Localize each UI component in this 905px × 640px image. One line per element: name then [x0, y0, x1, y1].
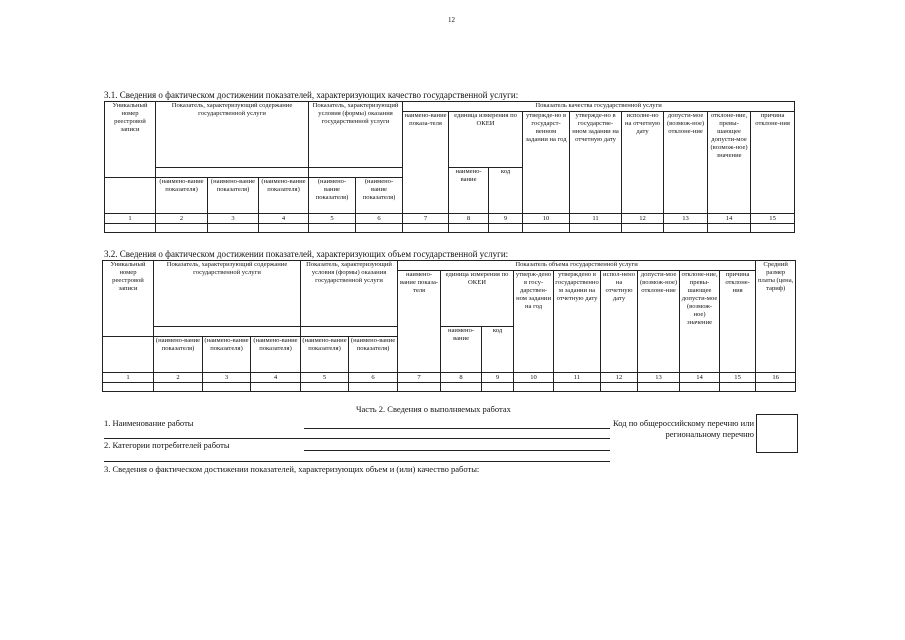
- h-unit-okei: единица измерения по ОКЕИ: [449, 112, 523, 168]
- h-sub-name: (наимено-вание показателя): [208, 178, 259, 214]
- data-cell[interactable]: [441, 383, 482, 392]
- col-number: 12: [601, 373, 638, 383]
- col-number: 2: [156, 214, 208, 224]
- quality-indicators-table: [104, 101, 795, 233]
- data-cell[interactable]: [751, 224, 795, 233]
- data-cell[interactable]: [154, 383, 203, 392]
- data-cell[interactable]: [156, 224, 208, 233]
- h-content-indicator: Показатель, характеризующий содержание государственной услуги: [154, 261, 301, 327]
- data-cell[interactable]: [105, 224, 156, 233]
- data-cell[interactable]: [514, 383, 554, 392]
- col-number: 10: [523, 214, 570, 224]
- h-unit-name: наимено-вание: [449, 168, 489, 214]
- h-unique-gap: [105, 178, 156, 214]
- data-cell[interactable]: [349, 383, 398, 392]
- h-deviation-reason: причина отклоне-ния: [751, 112, 795, 214]
- h-condition-indicator: Показатель, характеризующий условия (формы) оказания государственной услуги: [301, 261, 398, 327]
- col-number: 2: [154, 373, 203, 383]
- h-sub-name: (наимено-вание показателя): [301, 337, 349, 373]
- h-unit-okei: единица измерения по ОКЕИ: [441, 271, 514, 327]
- col-number: 1: [105, 214, 156, 224]
- h-sub-name: (наимено-вание показателя): [356, 178, 403, 214]
- h-approved-year: утвержде-но в государст-венном задании на год: [523, 112, 570, 214]
- h-unique-gap: [103, 337, 154, 373]
- data-cell[interactable]: [756, 383, 796, 392]
- volume-indicators-table: [102, 260, 796, 392]
- data-cell[interactable]: [489, 224, 523, 233]
- h-deviation-reason: причина отклоне-ния: [720, 271, 756, 373]
- col-number: 1: [103, 373, 154, 383]
- h-executed: исполне-но на отчетную дату: [622, 112, 664, 214]
- h-approved-date: утверждено в государственном задании на отчетную дату: [554, 271, 601, 373]
- h-cond-gap: [301, 327, 398, 337]
- h-unit-name: наимено-вание: [441, 327, 482, 373]
- h-unit-code: код: [489, 168, 523, 214]
- col-number: 14: [680, 373, 720, 383]
- h-approved-date: утвержде-но в государстве-нном задании на отчетную дату: [570, 112, 622, 214]
- col-number: 13: [638, 373, 680, 383]
- h-sub-name: (наимено-вание показателя): [203, 337, 251, 373]
- data-cell[interactable]: [708, 224, 751, 233]
- h-content-indicator: Показатель, характеризующий содержание государственной услуги: [156, 102, 309, 168]
- registry-code-box[interactable]: [756, 414, 798, 453]
- col-number: 16: [756, 373, 796, 383]
- h-sub-name: (наимено-вание показателя): [259, 178, 309, 214]
- h-quality-indicator: Показатель качества государственной услуги: [403, 102, 795, 112]
- data-cell[interactable]: [259, 224, 309, 233]
- data-cell[interactable]: [356, 224, 403, 233]
- h-approved-year: утверж-дено в госу-дарствен-ном задании на год: [514, 271, 554, 373]
- part-2-title: Часть 2. Сведения о выполняемых работах: [356, 404, 511, 414]
- data-cell[interactable]: [398, 383, 441, 392]
- table-row: [105, 224, 795, 233]
- data-cell[interactable]: [601, 383, 638, 392]
- col-number: 7: [398, 373, 441, 383]
- h-exceeding-deviation: отклоне-ние, превы-шающее допусти-мое (возмож-ное) значение: [708, 112, 751, 214]
- data-cell[interactable]: [482, 383, 514, 392]
- data-cell[interactable]: [622, 224, 664, 233]
- h-executed: испол-нено на отчетную дату: [601, 271, 638, 373]
- registry-code-label: Код по общероссийскому перечню или региональному перечню: [613, 418, 754, 439]
- data-cell[interactable]: [103, 383, 154, 392]
- col-number: 6: [356, 214, 403, 224]
- col-number: 9: [482, 373, 514, 383]
- work-name-line-2[interactable]: [104, 438, 610, 439]
- col-number: 3: [203, 373, 251, 383]
- h-cond-gap: [309, 168, 403, 178]
- col-number: 5: [301, 373, 349, 383]
- col-number: 5: [309, 214, 356, 224]
- h-sub-name: (наимено-вание показателя): [154, 337, 203, 373]
- data-cell[interactable]: [570, 224, 622, 233]
- col-number: 13: [664, 214, 708, 224]
- h-average-fee: Средний размер платы (цена, тариф): [756, 261, 796, 373]
- data-cell[interactable]: [720, 383, 756, 392]
- work-name-label: 1. Наименование работы: [104, 418, 194, 428]
- h-indicator-name: наимено-вание показа-теля: [398, 271, 441, 373]
- data-cell[interactable]: [251, 383, 301, 392]
- page-number: 12: [448, 16, 455, 24]
- h-sub-name: (наимено-вание показателя): [349, 337, 398, 373]
- data-cell[interactable]: [403, 224, 449, 233]
- consumer-categories-label: 2. Категории потребителей работы: [104, 440, 230, 450]
- h-exceeding-deviation: отклоне-ние, превы-шающее допусти-мое (возмож-ное) значение: [680, 271, 720, 373]
- h-condition-indicator: Показатель, характеризующий условия (формы) оказания государственной услуги: [309, 102, 403, 168]
- h-unit-code: код: [482, 327, 514, 373]
- data-cell[interactable]: [523, 224, 570, 233]
- h-content-gap: [156, 168, 309, 178]
- h-unique-number: Уникальный номер реестровой записи: [105, 102, 156, 178]
- col-number: 3: [208, 214, 259, 224]
- data-cell[interactable]: [309, 224, 356, 233]
- section-3-title: 3. Сведения о фактическом достижении показателей, характеризующих объем и (или) качество работы:: [104, 464, 480, 474]
- section-3-2-title: 3.2. Сведения о фактическом достижении показателей, характеризующих объем государственной услуги:: [104, 249, 509, 259]
- h-allowed-deviation: допусти-мое (возмож-ное) отклоне-ние: [664, 112, 708, 214]
- h-allowed-deviation: допусти-мое (возмож-ное) отклоне-ние: [638, 271, 680, 373]
- col-number: 15: [751, 214, 795, 224]
- col-number: 10: [514, 373, 554, 383]
- col-number: 15: [720, 373, 756, 383]
- h-indicator-name: наимено-вание показа-теля: [403, 112, 449, 214]
- h-sub-name: (наимено-вание показателя): [156, 178, 208, 214]
- col-number: 11: [570, 214, 622, 224]
- data-cell[interactable]: [664, 224, 708, 233]
- section-3-1-title: 3.1. Сведения о фактическом достижении показателей, характеризующих качество государственной услуги:: [104, 90, 519, 100]
- categories-line-2[interactable]: [104, 461, 610, 462]
- col-number: 4: [251, 373, 301, 383]
- col-number: 11: [554, 373, 601, 383]
- col-number: 9: [489, 214, 523, 224]
- table-row: [103, 383, 796, 392]
- data-cell[interactable]: [203, 383, 251, 392]
- categories-line[interactable]: [304, 450, 610, 451]
- h-sub-name: (наимено-вание показателя): [309, 178, 356, 214]
- h-content-gap: [154, 327, 301, 337]
- col-number: 8: [441, 373, 482, 383]
- col-number: 4: [259, 214, 309, 224]
- work-name-line[interactable]: [304, 428, 610, 429]
- col-number: 7: [403, 214, 449, 224]
- data-cell[interactable]: [301, 383, 349, 392]
- col-number: 8: [449, 214, 489, 224]
- data-cell[interactable]: [554, 383, 601, 392]
- data-cell[interactable]: [449, 224, 489, 233]
- col-number: 12: [622, 214, 664, 224]
- col-number: 6: [349, 373, 398, 383]
- h-unique-number: Уникальный номер реестровой записи: [103, 261, 154, 337]
- col-number: 14: [708, 214, 751, 224]
- data-cell[interactable]: [208, 224, 259, 233]
- data-cell[interactable]: [638, 383, 680, 392]
- data-cell[interactable]: [680, 383, 720, 392]
- h-volume-indicator: Показатель объема государственной услуги: [398, 261, 756, 271]
- h-sub-name: (наимено-вание показателя): [251, 337, 301, 373]
